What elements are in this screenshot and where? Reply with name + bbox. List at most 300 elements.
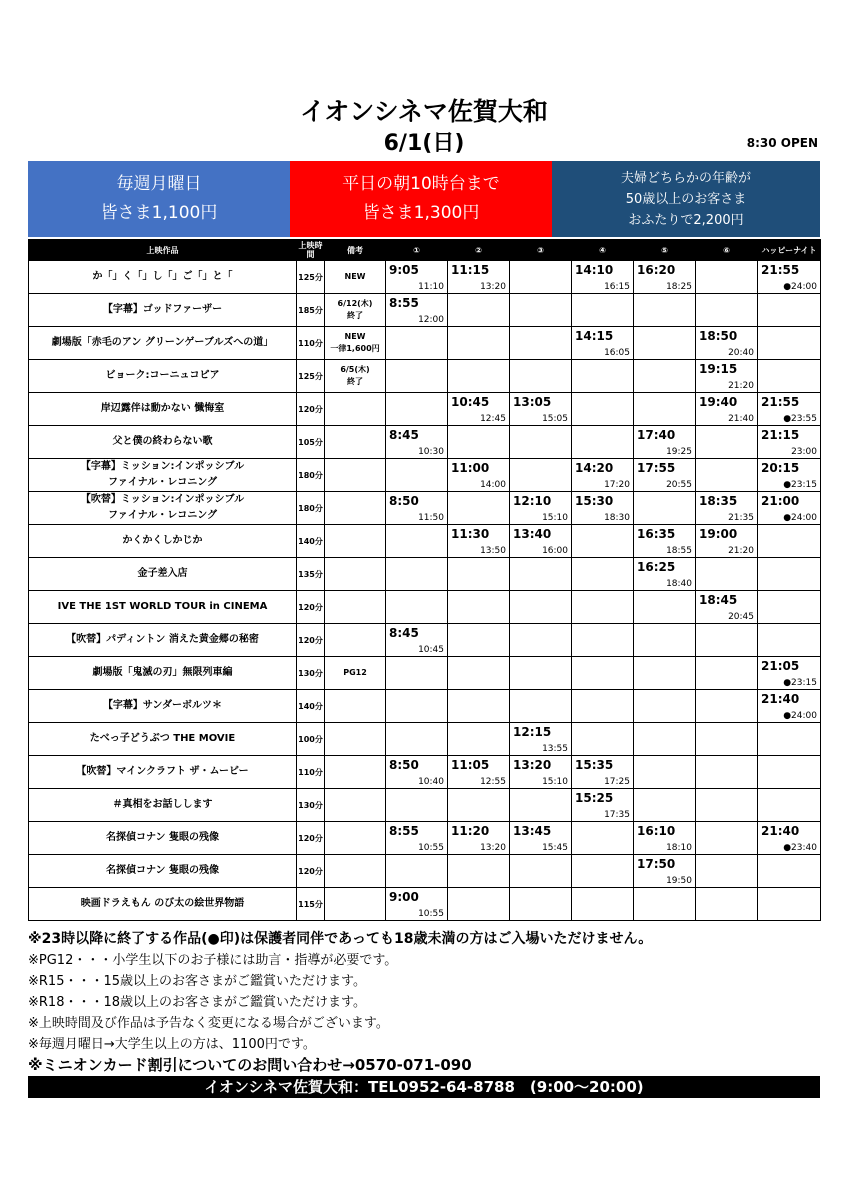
banner-line: 平日の朝10時台まで (342, 174, 500, 194)
start-time: 19:00 (699, 527, 738, 541)
showtime-cell (634, 294, 696, 327)
showtime-cell (572, 261, 634, 294)
start-time: 12:15 (513, 725, 552, 739)
end-time: 16:15 (604, 282, 630, 292)
showtime-cell (758, 690, 821, 723)
film-duration: 120分 (297, 591, 325, 624)
start-time: 15:30 (575, 494, 614, 508)
start-time: 14:20 (575, 461, 614, 475)
start-time: 17:50 (637, 857, 676, 871)
film-note (325, 888, 386, 921)
showtime-cell (758, 294, 821, 327)
film-note (325, 393, 386, 426)
start-time: 17:55 (637, 461, 676, 475)
film-note (325, 426, 386, 459)
header-screen-6: ⑥ (696, 240, 758, 261)
banner-line: 毎週月曜日 (116, 174, 202, 194)
showtime-cell (634, 789, 696, 822)
start-time: 17:40 (637, 428, 676, 442)
end-time: ●23:40 (783, 843, 817, 853)
showtime-cell (634, 558, 696, 591)
end-time: 18:55 (666, 546, 692, 556)
showtime-cell (448, 558, 510, 591)
note-line: ※毎週月曜日→大学生以上の方は、1100円です。 (28, 1037, 316, 1052)
film-note (325, 723, 386, 756)
banner-line: 皆さま1,300円 (362, 203, 480, 223)
film-note (325, 558, 386, 591)
end-time: 20:55 (666, 480, 692, 490)
header-duration: 上映時間 (298, 241, 323, 259)
showtime-cell (696, 426, 758, 459)
cinema-title: イオンシネマ佐賀大和 (300, 97, 548, 126)
table-row (29, 426, 821, 459)
showtime-cell (386, 393, 448, 426)
showtime-cell (634, 690, 696, 723)
showtime-cell (448, 822, 510, 855)
film-title: 【字幕】ミッション:インポッシブル ファイナル・レコニング (29, 459, 297, 492)
table-row (29, 327, 821, 360)
showtime-cell (696, 789, 758, 822)
showtime-cell (386, 657, 448, 690)
header-screen-2: ② (448, 240, 510, 261)
showtime-cell (448, 393, 510, 426)
showtime-cell (758, 822, 821, 855)
note-line: ※R18・・・18歳以上のお客さまがご鑑賞いただけます。 (28, 995, 366, 1010)
film-duration: 105分 (297, 426, 325, 459)
film-title: 金子差入店 (29, 558, 297, 591)
start-time: 21:40 (761, 692, 800, 706)
showtime-cell (696, 360, 758, 393)
showtime-cell (634, 624, 696, 657)
showtime-cell (696, 393, 758, 426)
end-time: 10:55 (418, 909, 444, 919)
start-time: 11:30 (451, 527, 490, 541)
start-time: 11:05 (451, 758, 490, 772)
film-note (325, 822, 386, 855)
showtime-cell (448, 789, 510, 822)
film-title: かくかくしかじか (29, 525, 297, 558)
showtime-cell (448, 294, 510, 327)
showtime-cell (634, 855, 696, 888)
film-title: 名探偵コナン 隻眼の残像 (29, 822, 297, 855)
start-time: 13:45 (513, 824, 552, 838)
film-note: PG12 (325, 657, 386, 690)
end-time: 13:50 (480, 546, 506, 556)
showtime-cell (510, 624, 572, 657)
end-time: 12:00 (418, 315, 444, 325)
showtime-cell (386, 789, 448, 822)
banner-line: 皆さま1,100円 (100, 203, 218, 223)
start-time: 9:00 (389, 890, 419, 904)
end-time: 21:40 (728, 414, 754, 424)
showtime-cell (572, 360, 634, 393)
film-title: たべっ子どうぶつ THE MOVIE (29, 723, 297, 756)
showtime-cell (696, 624, 758, 657)
start-time: 15:25 (575, 791, 614, 805)
start-time: 18:35 (699, 494, 738, 508)
showtime-cell (386, 459, 448, 492)
showtime-cell (510, 261, 572, 294)
showtime-cell (572, 525, 634, 558)
film-title: 劇場版「鬼滅の刃」無限列車編 (29, 657, 297, 690)
showtime-cell (572, 657, 634, 690)
end-time: 13:55 (542, 744, 568, 754)
showtime-cell (634, 591, 696, 624)
showtime-cell (448, 591, 510, 624)
showtime-cell (696, 855, 758, 888)
film-title: 【吹替】パディントン 消えた黄金郷の秘密 (29, 624, 297, 657)
start-time: 12:10 (513, 494, 552, 508)
open-time: 8:30 OPEN (746, 136, 818, 150)
table-row (29, 822, 821, 855)
showtime-cell (510, 756, 572, 789)
start-time: 16:35 (637, 527, 676, 541)
showtime-cell (696, 525, 758, 558)
film-duration: 120分 (297, 624, 325, 657)
showtime-cell (510, 426, 572, 459)
film-duration: 125分 (297, 261, 325, 294)
schedule-table (28, 239, 821, 921)
start-time: 18:45 (699, 593, 738, 607)
schedule-date: 6/1(日) (383, 131, 465, 156)
film-duration: 115分 (297, 888, 325, 921)
end-time: 16:05 (604, 348, 630, 358)
showtime-cell (510, 492, 572, 525)
end-time: 21:20 (728, 546, 754, 556)
showtime-cell (386, 690, 448, 723)
showtime-cell (386, 294, 448, 327)
couple-banner (552, 161, 820, 237)
film-title: IVE THE 1ST WORLD TOUR in CINEMA (29, 591, 297, 624)
showtime-cell (448, 888, 510, 921)
showtime-cell (572, 789, 634, 822)
showtime-cell (758, 723, 821, 756)
showtime-cell (510, 459, 572, 492)
showtime-cell (696, 459, 758, 492)
showtime-cell (758, 657, 821, 690)
start-time: 16:10 (637, 824, 676, 838)
start-time: 15:35 (575, 758, 614, 772)
showtime-cell (572, 558, 634, 591)
showtime-cell (758, 327, 821, 360)
table-row (29, 690, 821, 723)
film-title: 岸辺露伴は動かない 懺悔室 (29, 393, 297, 426)
showtime-cell (510, 690, 572, 723)
showtime-cell (510, 657, 572, 690)
end-time: ●23:15 (783, 678, 817, 688)
showtime-cell (572, 624, 634, 657)
showtime-cell (448, 459, 510, 492)
showtime-cell (696, 558, 758, 591)
showtime-cell (696, 822, 758, 855)
end-time: 10:55 (418, 843, 444, 853)
film-duration: 120分 (297, 855, 325, 888)
end-time: 17:25 (604, 777, 630, 787)
showtime-cell (510, 525, 572, 558)
start-time: 10:45 (451, 395, 490, 409)
showtime-cell (448, 360, 510, 393)
end-time: 13:20 (480, 843, 506, 853)
table-row (29, 789, 821, 822)
end-time: 10:30 (418, 447, 444, 457)
film-note: NEW (325, 261, 386, 294)
end-time: ●23:15 (783, 480, 817, 490)
end-time: 20:40 (728, 348, 754, 358)
end-time: 18:10 (666, 843, 692, 853)
table-header (29, 240, 821, 261)
showtime-cell (634, 459, 696, 492)
start-time: 14:10 (575, 263, 614, 277)
end-time: 15:10 (542, 777, 568, 787)
showtime-cell (696, 657, 758, 690)
showtime-cell (386, 525, 448, 558)
end-time: 11:50 (418, 513, 444, 523)
table-row (29, 657, 821, 690)
showtime-cell (448, 261, 510, 294)
film-duration: 110分 (297, 756, 325, 789)
end-time: 20:45 (728, 612, 754, 622)
start-time: 18:50 (699, 329, 738, 343)
showtime-cell (448, 756, 510, 789)
end-time: 16:00 (542, 546, 568, 556)
showtime-cell (448, 525, 510, 558)
film-note (325, 591, 386, 624)
note-line: ※23時以降に終了する作品(●印)は保護者同伴であっても18歳未満の方はご入場いただけません。 (28, 931, 653, 947)
showtime-cell (696, 294, 758, 327)
showtime-cell (696, 327, 758, 360)
film-note (325, 525, 386, 558)
showtime-cell (510, 855, 572, 888)
note-line: ※PG12・・・小学生以下のお子様には助言・指導が必要です。 (28, 953, 398, 968)
start-time: 9:05 (389, 263, 419, 277)
showtime-cell (572, 591, 634, 624)
showtime-cell (696, 690, 758, 723)
table-row (29, 855, 821, 888)
start-time: 8:55 (389, 296, 419, 310)
showtime-cell (448, 327, 510, 360)
film-title: 【字幕】サンダーボルツ＊ (29, 690, 297, 723)
showtime-cell (634, 426, 696, 459)
start-time: 13:40 (513, 527, 552, 541)
table-row (29, 360, 821, 393)
end-time: 12:45 (480, 414, 506, 424)
note-line: ※ミニオンカード割引についてのお問い合わせ→0570-071-090 (28, 1056, 472, 1074)
banner-line: 夫婦どちらかの年齢が (620, 170, 751, 186)
showtime-cell (696, 591, 758, 624)
showtime-cell (386, 327, 448, 360)
end-time: 17:35 (604, 810, 630, 820)
start-time: 11:00 (451, 461, 490, 475)
showtime-cell (634, 822, 696, 855)
film-duration: 130分 (297, 789, 325, 822)
start-time: 16:25 (637, 560, 676, 574)
showtime-cell (510, 393, 572, 426)
showtime-cell (510, 591, 572, 624)
showtime-cell (758, 426, 821, 459)
start-time: 8:50 (389, 494, 419, 508)
table-row (29, 294, 821, 327)
showtime-cell (696, 756, 758, 789)
film-note (325, 624, 386, 657)
end-time: 18:25 (666, 282, 692, 292)
showtime-cell (634, 723, 696, 756)
film-title: 映画ドラえもん のび太の絵世界物語 (29, 888, 297, 921)
showtime-cell (448, 492, 510, 525)
end-time: ●24:00 (783, 282, 817, 292)
showtime-cell (572, 459, 634, 492)
showtime-cell (572, 327, 634, 360)
start-time: 21:55 (761, 395, 800, 409)
start-time: 8:45 (389, 626, 419, 640)
showtime-cell (758, 393, 821, 426)
showtime-cell (696, 261, 758, 294)
header-screen-3: ③ (510, 240, 572, 261)
film-title: 父と僕の終わらない歌 (29, 426, 297, 459)
showtime-cell (572, 888, 634, 921)
header-note: 備考 (325, 240, 386, 261)
showtime-cell (634, 888, 696, 921)
film-title: ビョーク:コーニュコピア (29, 360, 297, 393)
start-time: 19:15 (699, 362, 738, 376)
showtime-cell (758, 261, 821, 294)
start-time: 21:55 (761, 263, 800, 277)
end-time: 19:50 (666, 876, 692, 886)
start-time: 8:45 (389, 428, 419, 442)
showtime-cell (758, 360, 821, 393)
start-time: 8:55 (389, 824, 419, 838)
showtime-cell (510, 723, 572, 756)
film-duration: 110分 (297, 327, 325, 360)
showtime-cell (510, 789, 572, 822)
table-row (29, 459, 821, 492)
film-note (325, 690, 386, 723)
showtime-cell (758, 624, 821, 657)
start-time: 21:00 (761, 494, 800, 508)
start-time: 13:05 (513, 395, 552, 409)
film-note: NEW 一律1,600円 (325, 327, 386, 360)
price-banners (28, 161, 820, 237)
showtime-cell (572, 294, 634, 327)
film-note (325, 789, 386, 822)
table-row (29, 261, 821, 294)
end-time: ●24:00 (783, 513, 817, 523)
film-note (325, 459, 386, 492)
end-time: 10:40 (418, 777, 444, 787)
film-note (325, 756, 386, 789)
weekday-morning-banner (290, 161, 552, 237)
showtime-cell (386, 492, 448, 525)
end-time: 12:55 (480, 777, 506, 787)
showtime-cell (448, 657, 510, 690)
end-time: 17:20 (604, 480, 630, 490)
film-duration: 100分 (297, 723, 325, 756)
showtime-cell (572, 690, 634, 723)
end-time: ●24:00 (783, 711, 817, 721)
film-duration: 180分 (297, 492, 325, 525)
start-time: 19:40 (699, 395, 738, 409)
table-row (29, 492, 821, 525)
showtime-cell (448, 426, 510, 459)
header-happy-night: ハッピーナイト (758, 240, 821, 261)
end-time: ●23:55 (783, 414, 817, 424)
table-row (29, 393, 821, 426)
table-row (29, 723, 821, 756)
film-title: 【吹替】マインクラフト ザ・ムービー (29, 756, 297, 789)
start-time: 16:20 (637, 263, 676, 277)
showtime-cell (572, 822, 634, 855)
start-time: 20:15 (761, 461, 800, 475)
note-line: ※R15・・・15歳以上のお客さまがご鑑賞いただけます。 (28, 974, 366, 989)
notes-section (28, 929, 820, 1076)
showtime-cell (572, 492, 634, 525)
showtime-cell (386, 261, 448, 294)
table-row (29, 756, 821, 789)
showtime-cell (386, 558, 448, 591)
end-time: 11:10 (418, 282, 444, 292)
film-duration: 140分 (297, 690, 325, 723)
start-time: 11:15 (451, 263, 490, 277)
film-note: 6/5(木) 終了 (325, 360, 386, 393)
film-duration: 130分 (297, 657, 325, 690)
film-duration: 125分 (297, 360, 325, 393)
showtime-cell (572, 426, 634, 459)
showtime-cell (758, 789, 821, 822)
showtime-cell (386, 591, 448, 624)
showtime-cell (758, 558, 821, 591)
table-row (29, 525, 821, 558)
end-time: 18:40 (666, 579, 692, 589)
showtime-cell (386, 822, 448, 855)
showtime-cell (572, 756, 634, 789)
film-duration: 135分 (297, 558, 325, 591)
header-title: 上映作品 (29, 240, 297, 261)
showtime-cell (758, 756, 821, 789)
showtime-cell (510, 888, 572, 921)
showtime-cell (634, 261, 696, 294)
showtime-cell (510, 558, 572, 591)
showtime-cell (510, 822, 572, 855)
showtime-cell (758, 591, 821, 624)
banner-line: おふたりで2,200円 (628, 212, 744, 228)
start-time: 21:05 (761, 659, 800, 673)
film-duration: 140分 (297, 525, 325, 558)
header-screen-4: ④ (572, 240, 634, 261)
end-time: 19:25 (666, 447, 692, 457)
showtime-cell (386, 426, 448, 459)
start-time: 11:20 (451, 824, 490, 838)
showtime-cell (758, 492, 821, 525)
showtime-cell (696, 723, 758, 756)
monday-banner (28, 161, 290, 237)
film-title: 【字幕】ゴッドファーザー (29, 294, 297, 327)
banner-line: 50歳以上のお客さま (625, 191, 747, 207)
footer-contact: イオンシネマ佐賀大和：TEL0952-64-8788 (9:00～20:00) (28, 1076, 820, 1098)
showtime-cell (634, 525, 696, 558)
start-time: 21:40 (761, 824, 800, 838)
end-time: 21:35 (728, 513, 754, 523)
end-time: 10:45 (418, 645, 444, 655)
end-time: 15:45 (542, 843, 568, 853)
showtime-cell (634, 657, 696, 690)
table-row (29, 591, 821, 624)
film-duration: 120分 (297, 822, 325, 855)
showtime-cell (510, 294, 572, 327)
showtime-cell (572, 723, 634, 756)
showtime-cell (386, 756, 448, 789)
showtime-cell (634, 327, 696, 360)
film-duration: 120分 (297, 393, 325, 426)
end-time: 13:20 (480, 282, 506, 292)
